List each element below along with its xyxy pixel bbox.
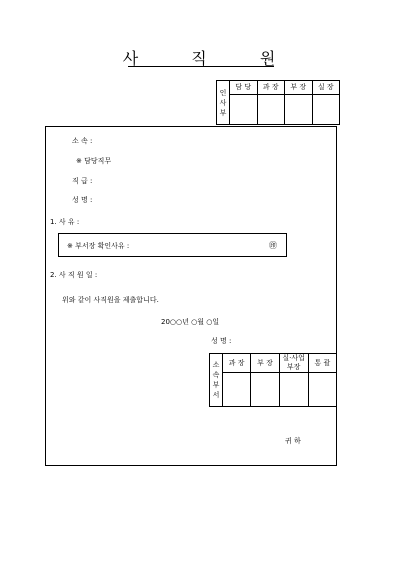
dept-side-char-1: 소 [212,361,220,369]
hr-side-char-2: 사 [219,98,227,107]
dept-header-division-head: 실·사업부장 [279,354,308,373]
title-char-3: 원 [259,49,278,68]
title-char-2: 직 [191,49,209,68]
dept-header-dept-head: 부 장 [251,354,279,373]
hr-header-dept-head: 부 장 [285,81,313,95]
hr-header-office-head: 실 장 [312,81,340,95]
statement-text: 위와 같이 사직원을 제출합니다. [62,296,159,304]
signer-name-label: 성 명 : [211,337,232,345]
dept-side-label [210,354,223,407]
duty-label: ※ 담당직무 [76,157,112,165]
hr-header-section-chief: 과 장 [257,81,285,95]
hr-side-label [217,81,230,125]
addressee-label: 귀 하 [285,437,301,445]
name-label: 성 명 : [72,196,93,204]
dept-side-char-2: 속 [212,371,220,379]
hr-side-char-3: 부 [219,108,227,117]
dept-sign-cell[interactable] [251,373,279,407]
hr-header-staff: 담 당 [230,81,258,95]
dept-sign-cell[interactable] [279,373,308,407]
hr-sign-cell[interactable] [285,95,313,125]
dept-head-note: ※ 부서장 확인사유 : [67,242,130,250]
dept-header-section-chief: 과 장 [223,354,251,373]
dept-side-char-3: 부 [212,381,220,389]
dept-head-reason-box[interactable] [58,233,287,257]
dept-side-char-4: 서 [212,391,220,399]
rank-label: 직 급 : [72,177,93,185]
reason-label: 1. 사 유 : [50,218,80,226]
hr-sign-cell[interactable] [230,95,258,125]
hr-approval-table [216,80,340,125]
affiliation-label: 소 속 : [72,137,93,145]
dept-sign-cell[interactable] [223,373,251,407]
dept-header-general: 통 괄 [308,354,336,373]
hr-side-char-1: 인 [219,88,227,97]
resign-date-label: 2. 사 직 원 일 : [50,271,98,279]
dept-approval-table [209,353,337,407]
hr-sign-cell[interactable] [257,95,285,125]
dept-sign-cell[interactable] [308,373,336,407]
date-line: 20○○년 ○월 ○일 [161,318,220,326]
hr-sign-cell[interactable] [312,95,340,125]
seal-mark: ㊞ [269,241,277,250]
title-underline [128,66,274,67]
title-char-1: 사 [122,49,141,68]
